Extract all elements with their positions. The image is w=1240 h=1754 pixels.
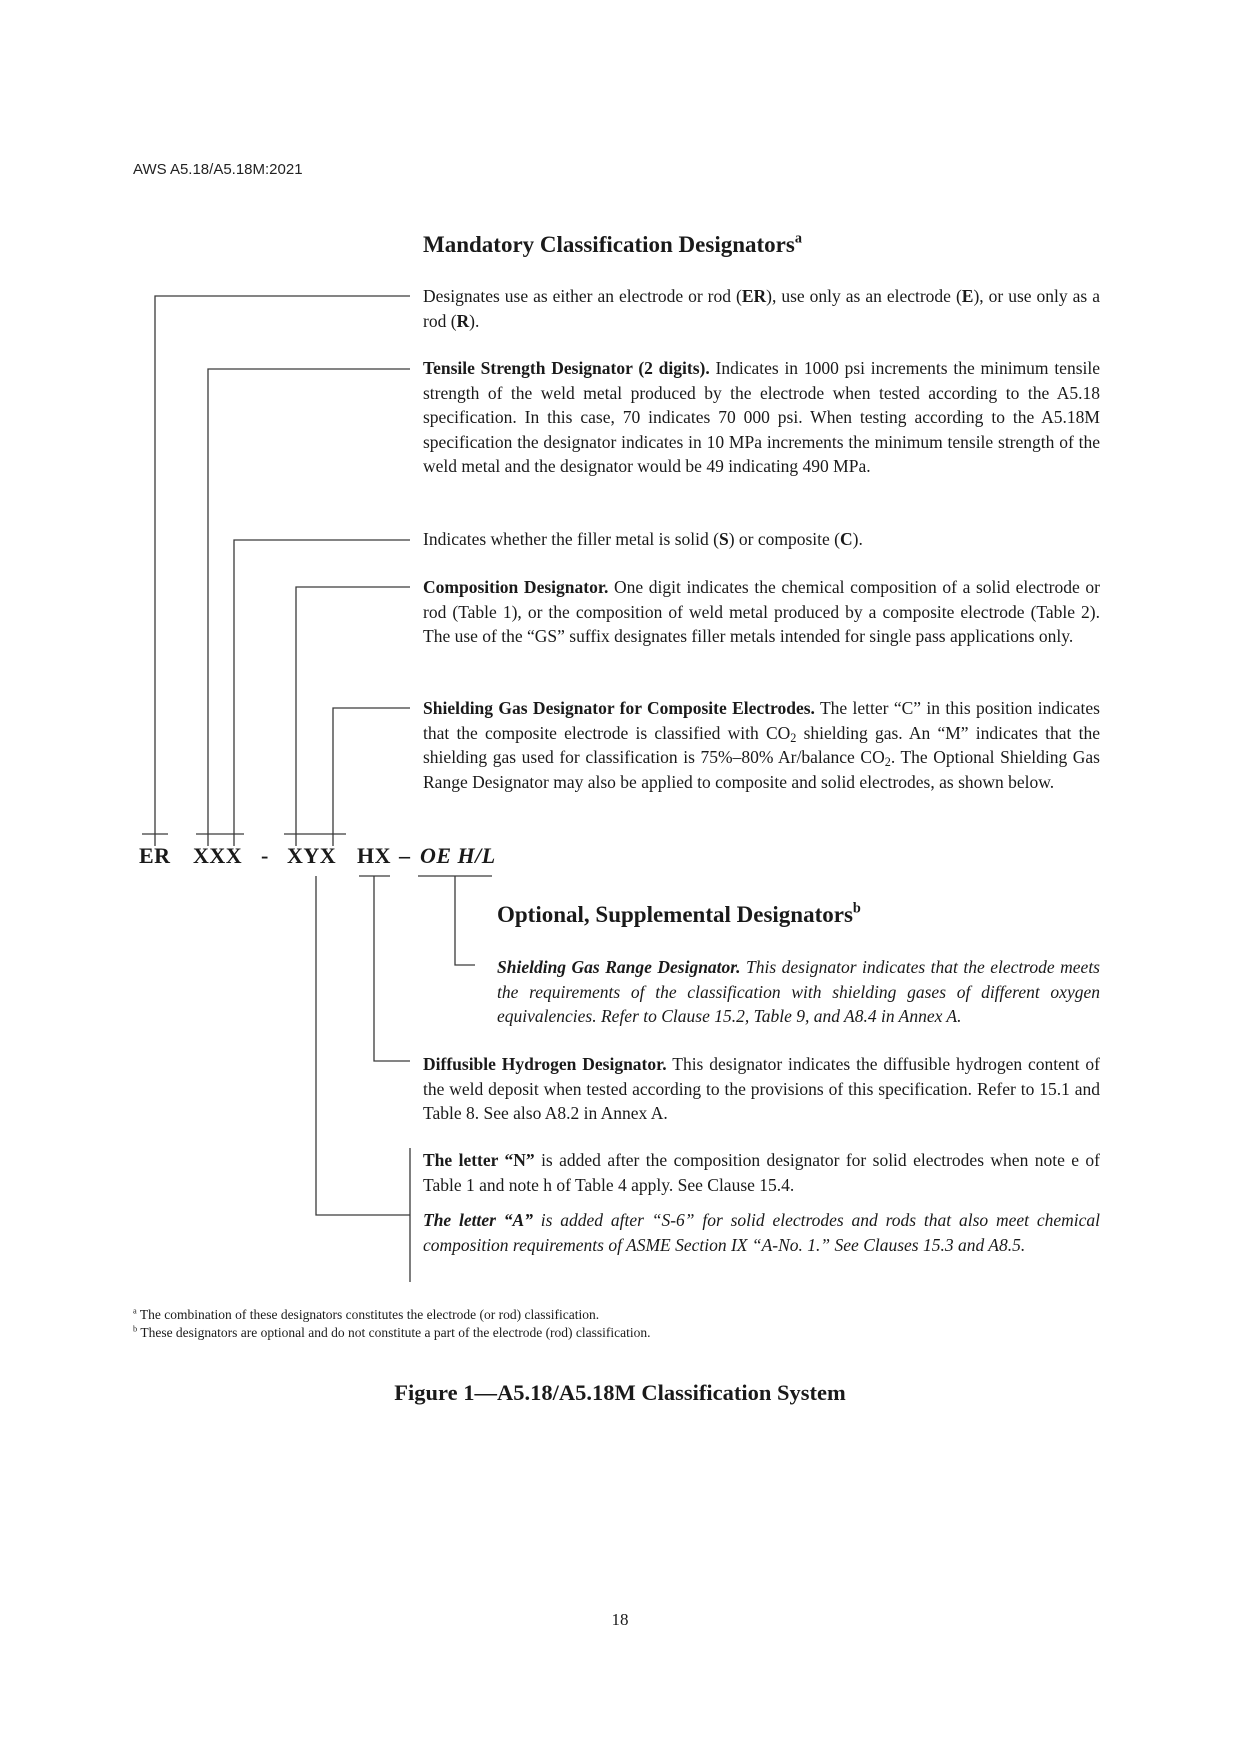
connector-letter <box>316 876 410 1215</box>
mandatory-item-solid-composite: Indicates whether the filler metal is solid (S) or composite (C). <box>423 529 863 549</box>
optional-item-shielding-range: Shielding Gas Range Designator. This designator indicates that the electrode meets the requirements of the classification with shielding gases of different oxygen equivalencies. Refer to Clause 15.2, Table 9, and A8.4 in Annex A. <box>497 957 1100 1026</box>
optional-title: Optional, Supplemental Designators$^b$ <box>497 900 861 927</box>
connector-tensile <box>208 369 410 846</box>
code-xxx: XXX <box>193 843 243 868</box>
footnote-a: $^a$ The combination of these designators constitutes the electrode (or rod) classification. <box>133 1306 600 1322</box>
mandatory-item-tensile: Tensile Strength Designator (2 digits). Indicates in 1000 psi increments the minimum tensile strength of the weld metal produced by the electrode when tested according to the A5.18 specification. In this case, 70 indicates 70 000 psi. When testing according to the A5.18M specification the designator indicates in 10 MPa increments the minimum tensile strength of the weld metal and the designator would be 49 indicating 490 MPa. <box>423 358 1100 476</box>
mandatory-item-er: Designates use as either an electrode or rod (ER), use only as an electrode (E), or use only as a rod (R). <box>423 286 1100 331</box>
page-number: 18 <box>611 1610 629 1629</box>
optional-item-letter-a: The letter “A” is added after “S-6” for solid electrodes and rods that also meet chemical composition requirements of ASME Section IX “A-No. 1.” See Clauses 15.3 and A8.5. <box>423 1210 1101 1255</box>
connector-er <box>155 296 410 846</box>
connector-composition <box>296 587 410 846</box>
connector-solid-composite <box>234 540 410 846</box>
code-hx: HX <box>357 843 391 868</box>
connector-oe <box>455 876 475 965</box>
code-dash-2: – <box>399 843 411 868</box>
connector-shielding-gas <box>333 708 410 846</box>
mandatory-item-composition: Composition Designator. One digit indicates the chemical composition of a solid electrode or rod (Table 1), or the composition of weld metal produced by a composite electrode (Table 2). The use of the “GS” suffix designates filler metals intended for single pass applications only. <box>423 577 1100 646</box>
mandatory-title: Mandatory Classification Designators$^a$ <box>423 230 802 257</box>
code-xyx: XYX <box>287 843 337 868</box>
code-dash-1: - <box>261 843 269 868</box>
code-er: ER <box>139 843 171 868</box>
code-oe-hl: OE H/L <box>420 843 496 868</box>
optional-item-hydrogen: Diffusible Hydrogen Designator. This designator indicates the diffusible hydrogen content of the weld deposit when tested according to the provisions of this specification. Refer to 15.1 and Table 8. See also A8.2 in Annex A. <box>423 1054 1100 1123</box>
figure-caption: Figure 1—A5.18/A5.18M Classification System <box>394 1380 846 1405</box>
footnote-b: $^b$ These designators are optional and do not constitute a part of the electrode (rod) classification. <box>133 1324 651 1340</box>
running-header: AWS A5.18/A5.18M:2021 <box>133 161 303 178</box>
connector-hydrogen <box>374 876 410 1061</box>
optional-item-letter-n: The letter “N” is added after the composition designator for solid electrodes when note e of Table 1 and note h of Table 4 apply. See Clause 15.4. <box>423 1150 1101 1195</box>
mandatory-item-shielding-gas: Shielding Gas Designator for Composite Electrodes. The letter “C” in this position indicates that the composite electrode is classified with $CO_2$ shielding gas. An “M” indicates that the shielding gas used for classification is 75%–80% Ar/balance $CO_2$. The Optional Shielding Gas Range Designator may also be applied to composite and solid electrodes, as shown below. <box>423 698 1101 792</box>
